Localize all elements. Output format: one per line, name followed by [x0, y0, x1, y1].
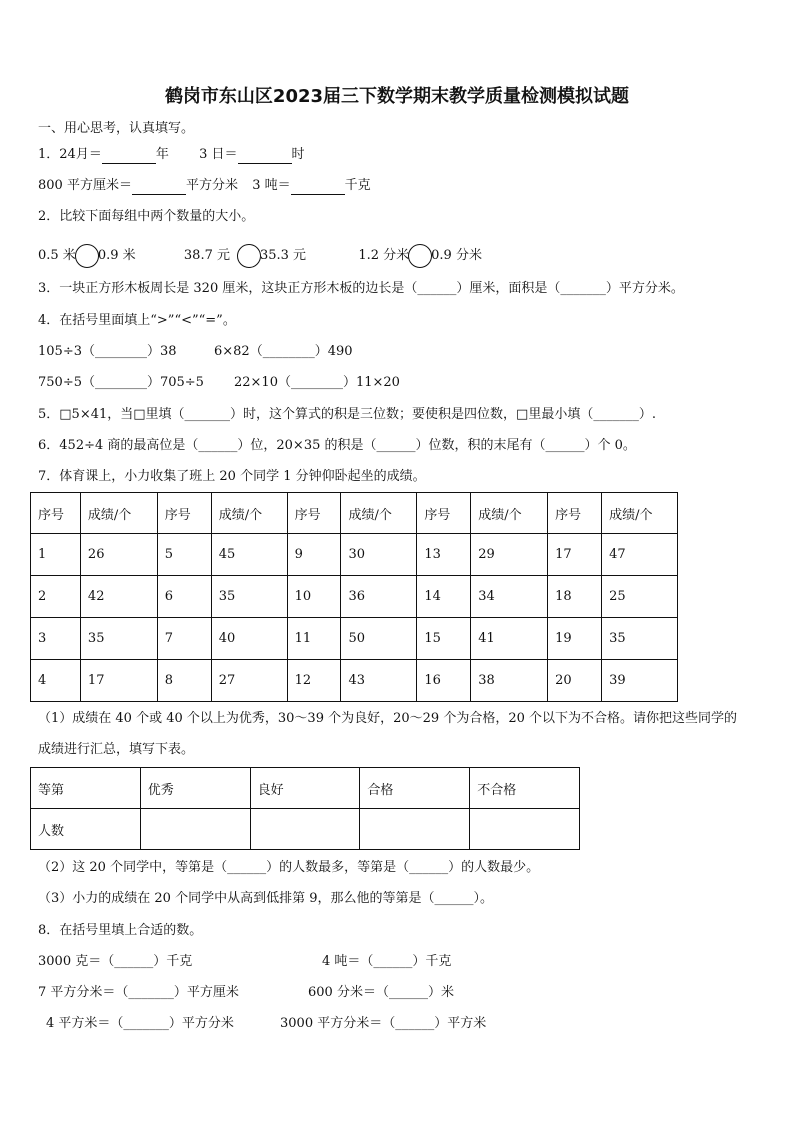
table-cell: 39: [602, 660, 678, 702]
table-cell: 42: [80, 576, 157, 618]
table-cell: 3: [31, 618, 81, 660]
table-cell: 人数: [31, 809, 141, 850]
table-cell: 7: [157, 618, 211, 660]
table-cell: 13: [417, 534, 471, 576]
table-cell: 25: [602, 576, 678, 618]
q1-days-text: 1．24月＝: [38, 147, 102, 162]
compare-right: 35.3 元: [259, 248, 307, 263]
table-cell: 47: [602, 534, 678, 576]
page-title: 鹤岗市东山区2023届三下数学期末教学质量检测模拟试题: [164, 86, 630, 107]
summary-count-row: [31, 809, 580, 850]
question-4: 4．在括号里面填上“>”“<”“=”。: [38, 313, 236, 328]
compare-left: 0.5 米: [38, 248, 76, 263]
q4-item: 750÷5（________）705÷5: [38, 375, 204, 390]
q7-subquestion-1: （1）成绩在 40 个或 40 个以上为优秀，30～39 个为良好，20～29 个为合格，20 个以下为不合格。请你把这些同学的: [38, 711, 737, 726]
compare-left: 38.7 元: [183, 248, 230, 263]
table-header-cell: 序号: [31, 493, 81, 534]
table-cell: 20: [548, 660, 602, 702]
table-cell: 4: [31, 660, 81, 702]
question-7: 7．体育课上，小力收集了班上 20 个同学 1 分钟仰卧起坐的成绩。: [38, 469, 426, 484]
q7-subquestion-3: （3）小力的成绩在 20 个同学中从高到低排第 9，那么他的等第是（______）。: [38, 891, 493, 906]
table-cell: 30: [341, 534, 417, 576]
summary-header-row: [31, 768, 580, 809]
table-cell: 11: [287, 618, 341, 660]
table-cell: 35: [80, 618, 157, 660]
question-1-line-2: [38, 177, 371, 195]
question-3: 3．一块正方形木板周长是 320 厘米，这块正方形木板的边长是（______）厘米，面积是（_______）平方分米。: [38, 281, 684, 296]
table-cell: 50: [341, 618, 417, 660]
compare-circle[interactable]: [75, 244, 99, 268]
table-header-cell: 不合格: [470, 768, 580, 809]
table-row: [31, 660, 678, 702]
table-cell: 5: [157, 534, 211, 576]
q8-item: 3000 平方分米＝（______）平方米: [280, 1016, 487, 1031]
answer-cell[interactable]: [140, 809, 250, 850]
table-cell: 8: [157, 660, 211, 702]
compare-circle[interactable]: [237, 244, 261, 268]
table-cell: 2: [31, 576, 81, 618]
answer-blank[interactable]: [132, 180, 186, 195]
q1-area-text: 800 平方厘米＝: [38, 178, 132, 193]
q1-unit-text: 时: [291, 147, 305, 162]
table-header-cell: 成绩/个: [341, 493, 417, 534]
answer-blank[interactable]: [291, 180, 345, 195]
answer-blank[interactable]: [102, 149, 156, 164]
table-cell: 10: [287, 576, 341, 618]
table-header-cell: 序号: [157, 493, 211, 534]
table-row: [31, 534, 678, 576]
table-cell: 35: [602, 618, 678, 660]
table-header-cell: 序号: [417, 493, 471, 534]
q7-subquestion-1-cont: 成绩进行汇总，填写下表。: [38, 742, 195, 757]
compare-circle[interactable]: [408, 244, 432, 268]
answer-cell[interactable]: [250, 809, 360, 850]
table-cell: 34: [471, 576, 548, 618]
q8-item: 600 分米＝（______）米: [308, 985, 454, 1000]
table-cell: 1: [31, 534, 81, 576]
table-cell: 45: [211, 534, 287, 576]
table-cell: 16: [417, 660, 471, 702]
q4-item: 6×82（________）490: [214, 344, 353, 359]
table-cell: 26: [80, 534, 157, 576]
compare-right: 0.9 米: [97, 248, 136, 263]
table-row: [31, 576, 678, 618]
question-5: 5．□5×41，当□里填（_______）时，这个算式的积是三位数；要使积是四位数，□里最小填（_______）.: [38, 407, 656, 422]
question-2-compare-row: [38, 243, 482, 269]
q1-hours-text: 3 日＝: [199, 147, 238, 162]
table-header-cell: 成绩/个: [471, 493, 548, 534]
table-header-cell: 等第: [31, 768, 141, 809]
table-cell: 27: [211, 660, 287, 702]
answer-blank[interactable]: [238, 149, 292, 164]
q8-item: 4 平方米＝（_______）平方分米: [46, 1016, 234, 1031]
q4-item: 22×10（________）11×20: [234, 375, 400, 390]
table-header-cell: 成绩/个: [602, 493, 678, 534]
table-cell: 17: [80, 660, 157, 702]
table-header-cell: 合格: [360, 768, 470, 809]
table-cell: 40: [211, 618, 287, 660]
section-heading: 一、用心思考，认真填写。: [38, 121, 195, 136]
table-cell: 43: [341, 660, 417, 702]
table-cell: 14: [417, 576, 471, 618]
q7-subquestion-2: （2）这 20 个同学中，等第是（______）的人数最多，等第是（______）的人数最少。: [38, 860, 540, 875]
table-cell: 38: [471, 660, 548, 702]
answer-cell[interactable]: [360, 809, 470, 850]
summary-table: [30, 767, 580, 850]
q8-item: 7 平方分米＝（_______）平方厘米: [38, 985, 239, 1000]
compare-right: 0.9 分米: [431, 248, 482, 263]
table-cell: 35: [211, 576, 287, 618]
table-header-cell: 优秀: [140, 768, 250, 809]
q1-unit-text: 平方分米: [185, 178, 238, 193]
table-header-cell: 成绩/个: [80, 493, 157, 534]
table-cell: 9: [287, 534, 341, 576]
table-header-cell: 序号: [287, 493, 341, 534]
table-cell: 15: [417, 618, 471, 660]
question-1-line-1: [38, 146, 305, 164]
table-cell: 41: [471, 618, 548, 660]
question-8: 8．在括号里填上合适的数。: [38, 923, 203, 938]
table-cell: 6: [157, 576, 211, 618]
table-cell: 18: [548, 576, 602, 618]
table-header-cell: 序号: [548, 493, 602, 534]
q1-weight-text: 3 吨＝: [252, 178, 291, 193]
question-6: 6．452÷4 商的最高位是（______）位，20×35 的积是（______）位数，积的末尾有（______）个 0。: [38, 438, 636, 453]
table-header-row: [31, 493, 678, 534]
table-cell: 17: [548, 534, 602, 576]
scores-table: [30, 492, 678, 702]
question-2: 2．比较下面每组中两个数量的大小。: [38, 209, 255, 224]
table-cell: 36: [341, 576, 417, 618]
q8-item: 3000 克＝（______）千克: [38, 954, 193, 969]
table-header-cell: 成绩/个: [211, 493, 287, 534]
q1-unit-text: 年: [155, 147, 169, 162]
table-cell: 12: [287, 660, 341, 702]
q1-unit-text: 千克: [344, 178, 371, 193]
answer-cell[interactable]: [470, 809, 580, 850]
table-cell: 19: [548, 618, 602, 660]
table-cell: 29: [471, 534, 548, 576]
compare-left: 1.2 分米: [358, 248, 410, 263]
table-header-cell: 良好: [250, 768, 360, 809]
q8-item: 4 吨＝（______）千克: [322, 954, 452, 969]
table-row: [31, 618, 678, 660]
q4-item: 105÷3（________）38: [38, 344, 177, 359]
